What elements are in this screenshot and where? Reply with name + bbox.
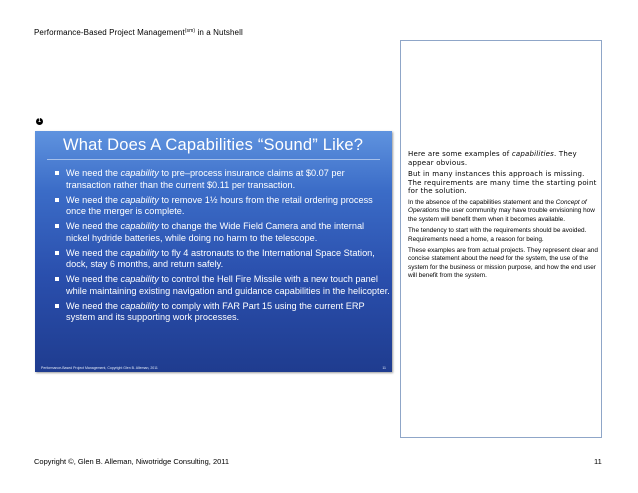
notes-paragraph: Here are some examples of capabilities. They appear obvious. — [408, 150, 577, 167]
header-title: Performance-Based Project Management — [34, 28, 185, 37]
copyright-footer: Copyright ©, Glen B. Alleman, Niwotridge Consulting, 2011 — [34, 457, 230, 466]
slide-number-marker: 1 — [36, 118, 43, 125]
page-header — [34, 28, 243, 37]
slide-bullet: We need the capability to change the Wide Field Camera and the internal nickel hydride batteries, while doing no harm to the telescope. — [55, 221, 390, 244]
slide-thumbnail — [35, 131, 392, 372]
slide-title: What Does A Capabilities “Sound” Like? — [63, 136, 364, 154]
speaker-notes — [408, 150, 600, 284]
slide-title-divider — [47, 159, 380, 160]
slide-footer-page: 11 — [382, 366, 386, 370]
slide-bullet: We need the capability to remove 1½ hours from the retail ordering process once the merger is complete. — [55, 195, 390, 218]
slide-bullet: We need the capability to fly 4 astronauts to the International Space Station, dock, stay 6 months, and return safely. — [55, 248, 390, 271]
slide-bullet: We need the capability to control the Hell Fire Missile with a new touch panel while maintaining existing navigation and guidance capabilities in the helicopter. — [55, 274, 390, 297]
notes-paragraph: These examples are from actual projects. They represent clear and concise statement about the need for the system, the use of the system for the business or mission purpose, and how the end user will benefit from the system. — [408, 247, 598, 280]
page-number: 11 — [594, 457, 602, 466]
slide-footer-left: Performance-Based Project Management, Copyright Glen B. Alleman, 2011 — [41, 366, 158, 370]
notes-paragraph: But in many instances this approach is missing. The requirements are many time the starting point for the solution. — [408, 170, 597, 196]
header-superscript: (sm) — [184, 28, 196, 34]
notes-paragraph: In the absence of the capabilities statement and the Concept of Operations the user community may have trouble envisioning how the system will benefit them when it becomes available. — [408, 198, 595, 223]
slide-bullet: We need the capability to comply with FAR Part 15 using the current ERP system and its supporting work processes. — [55, 301, 390, 324]
notes-paragraph: The tendency to start with the requirements should be avoided. Requirements need a home, a reason for being. — [408, 227, 587, 243]
header-suffix: in a Nutshell — [195, 28, 243, 37]
slide-bullet-list — [55, 168, 390, 327]
slide-bullet: We need the capability to pre–process insurance claims at $0.07 per transaction rather than the current $0.11 per transaction. — [55, 168, 390, 191]
